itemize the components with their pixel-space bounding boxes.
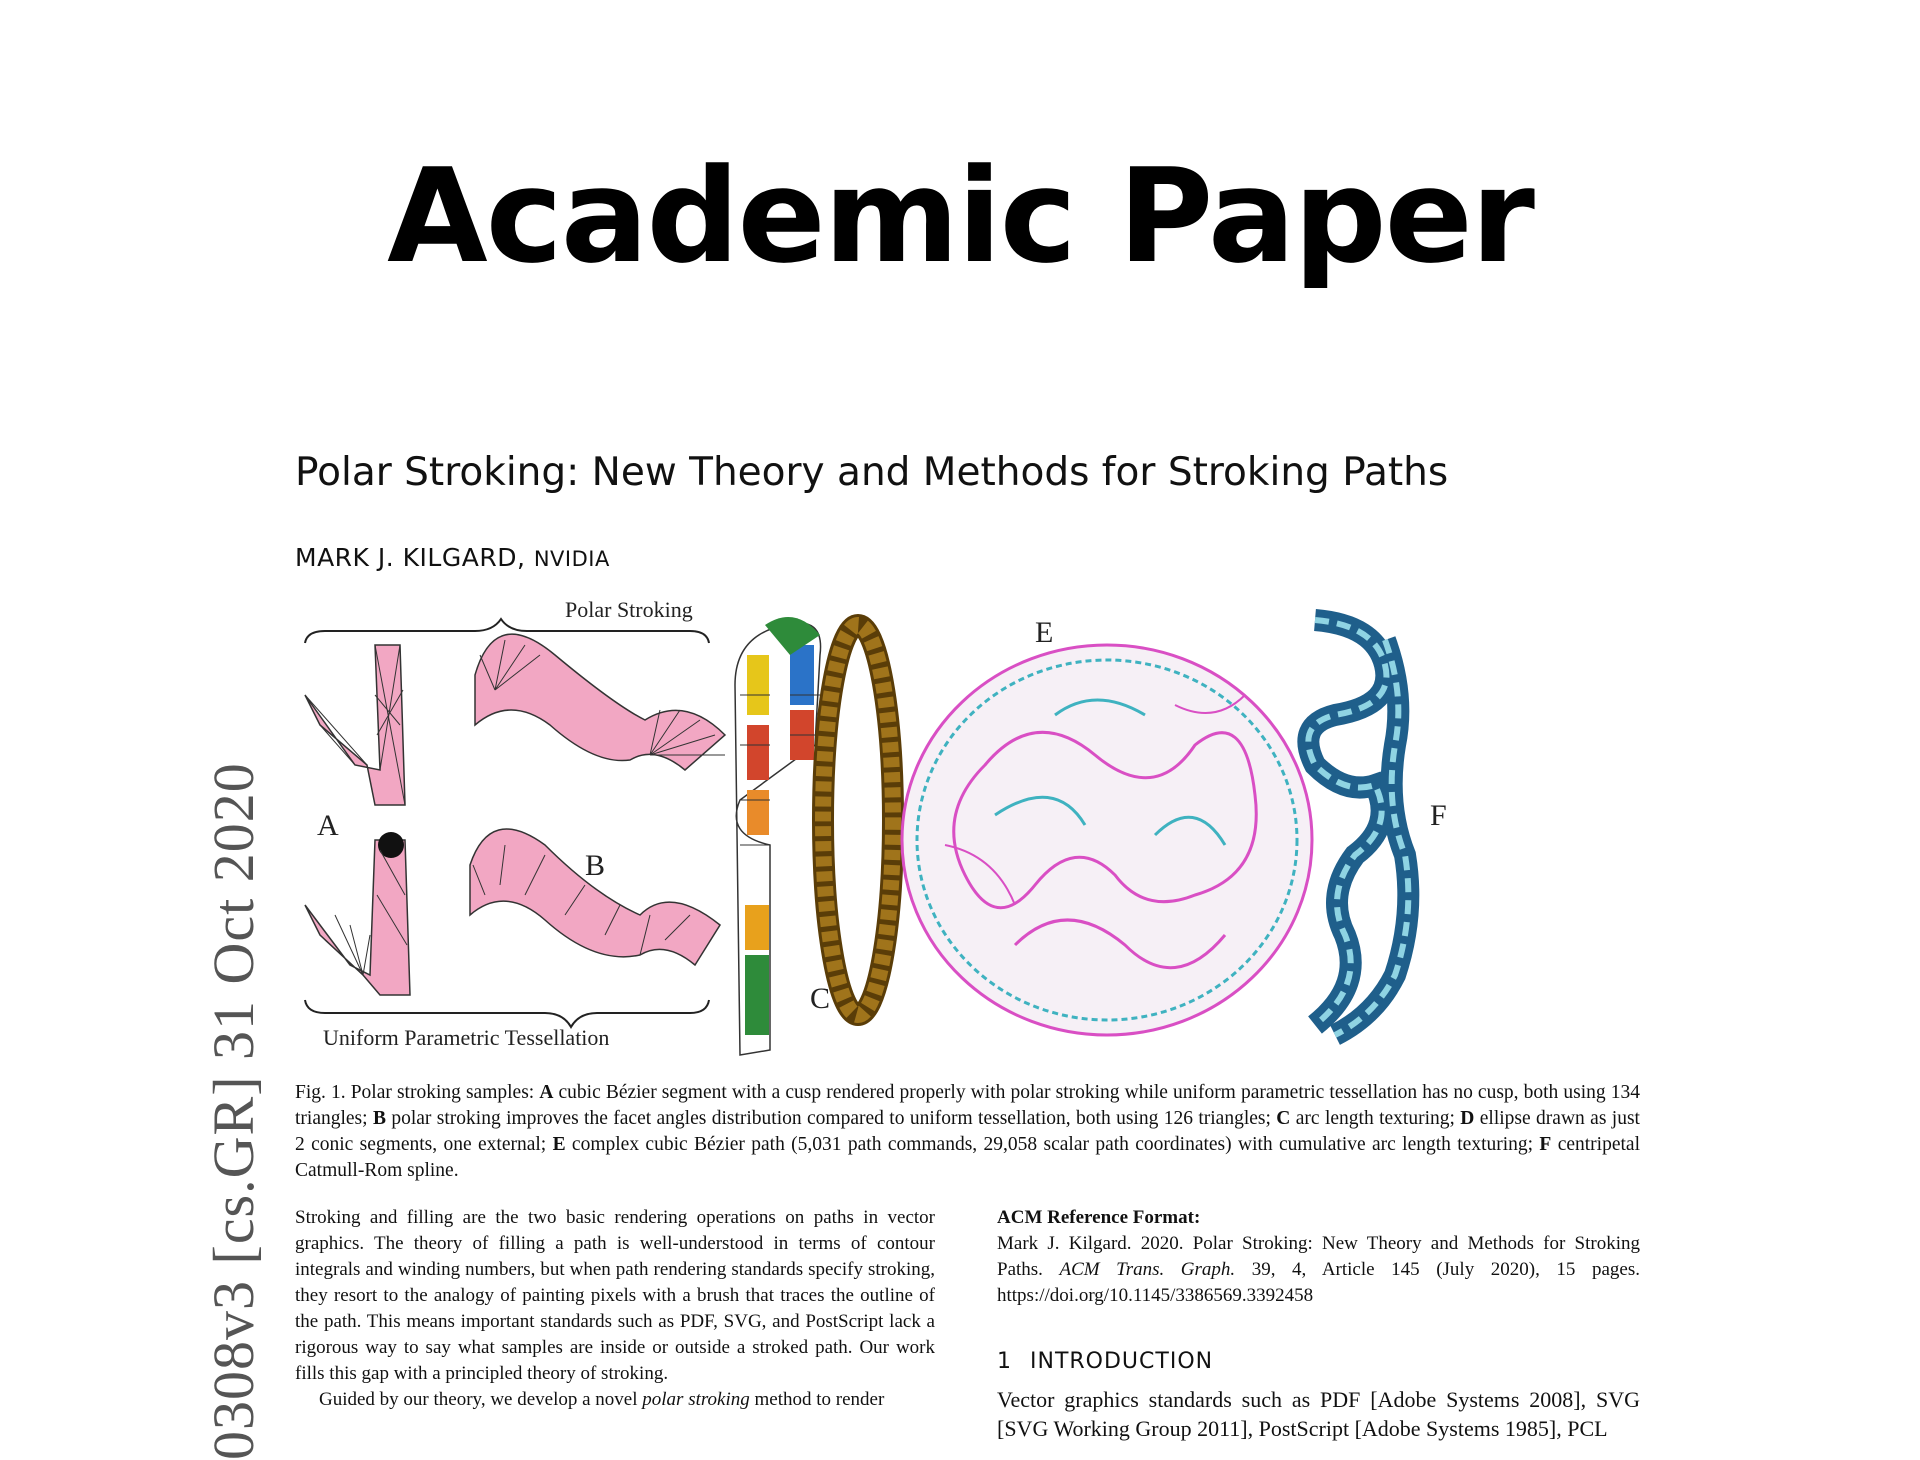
figure-f-spline [1308,620,1408,1035]
uniform-tessellation-brace [305,1000,709,1027]
section-title: INTRODUCTION [1030,1349,1214,1374]
figure-caption: Fig. 1. Polar stroking samples: A cubic Bézier segment with a cusp rendered properly with polar stroking while uniform parametric tessellation has no cusp, both using 134 triangles; B polar stroking improves the facet angles distribution compared to uniform tessellation, both using 126 triangles; C arc length texturing; D ellipse drawn as just 2 conic segments, one external; E complex cubic Bézier path (5,031 path commands, 29,058 scalar path coordinates) with cumulative arc length texturing; F centripetal Catmull-Rom spline. [295,1082,1640,1181]
paper-title: Polar Stroking: New Theory and Methods for Stroking Paths [295,450,1449,495]
abstract-paragraph-1: Stroking and filling are the two basic rendering operations on paths in vector graphics. The theory of filling a path is well-understood in terms of contour integrals and winding numbers, but when path rendering standards specify stroking, they resort to the analogy of painting pixels with a brush that traces the outline of the path. This means important standards such as PDF, SVG, and PostScript lack a rigorous way to say what samples are inside or outside a stroked path. Our work fills this gap with a principled theory of stroking. [295,1207,935,1384]
section-number: 1 [997,1349,1012,1374]
author-name: MARK J. KILGARD, [295,543,526,572]
section-heading [997,1349,1640,1375]
author-affiliation: NVIDIA [533,547,610,571]
right-column [997,1205,1640,1443]
label-b: B [585,849,606,882]
figure-c-pencils [735,617,821,1055]
introduction-text: Vector graphics standards such as PDF [Adobe Systems 2008], SVG [SVG Working Group 2011], PostScript [Adobe Systems 1985], PCL [997,1387,1640,1441]
label-c: C [810,982,831,1015]
acm-reference-heading: ACM Reference Format: [997,1207,1201,1228]
teaser-figure [295,595,1640,1065]
figure-a-top [305,645,405,805]
label-a: A [317,809,339,842]
abstract [295,1205,935,1413]
figure-a-bottom [305,832,410,995]
acm-reference-text: Mark J. Kilgard. 2020. Polar Stroking: New Theory and Methods for Stroking Paths. ACM Trans. Graph. 39, 4, Article 145 (July 2020), 15 pages. https://doi.org/10.1145/3386569.3392458 [997,1233,1640,1306]
label-e: E [1035,616,1054,649]
arxiv-stamp: 0308v3 [cs.GR] 31 Oct 2020 [201,762,266,1460]
banner-title: Academic Paper [387,140,1533,292]
figure-e-complex-path [902,645,1312,1035]
author-line [295,543,610,572]
uniform-tessellation-label: Uniform Parametric Tessellation [323,1025,610,1050]
figure-d-chain [823,625,893,1015]
figure-b-top [475,634,725,770]
label-f: F [1430,799,1447,832]
polar-stroking-label: Polar Stroking [565,597,693,622]
abstract-paragraph-2: Guided by our theory, we develop a novel polar stroking method to render [319,1389,885,1410]
